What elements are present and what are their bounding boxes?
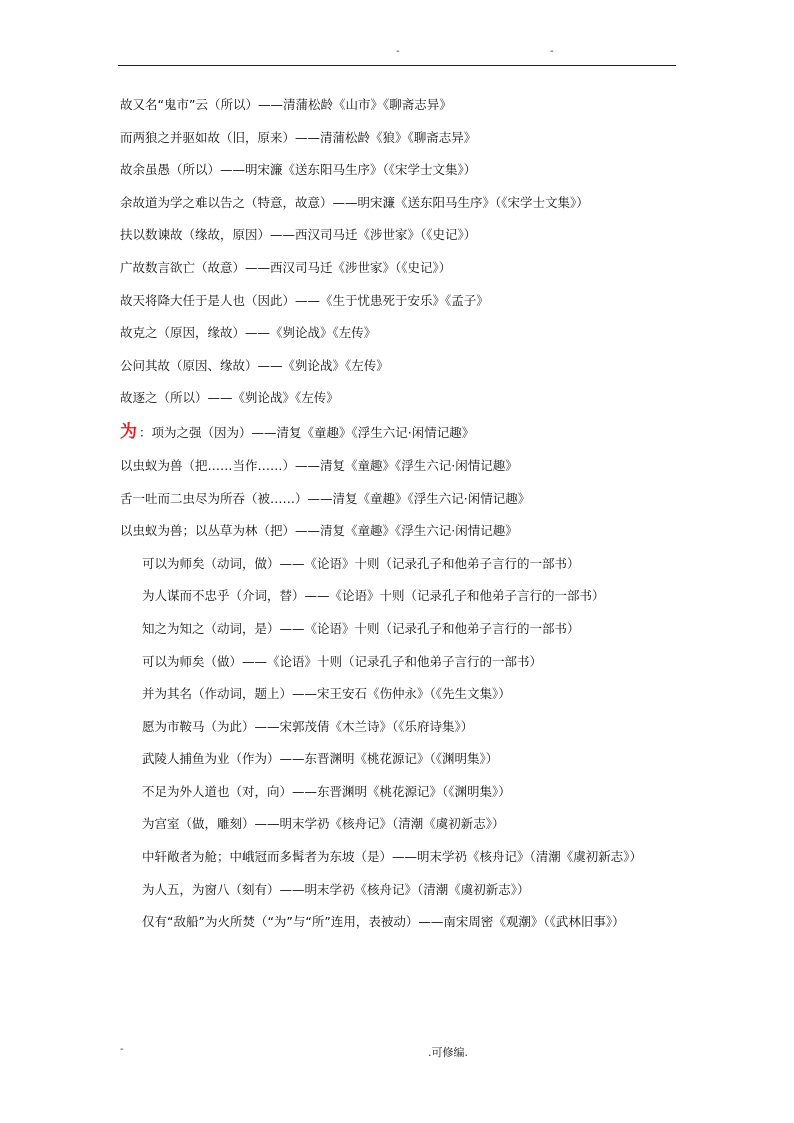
entry-gu-2: 而两狼之并驱如故（旧，原来）——清蒲松龄《狼》《聊斋志异》 [120,129,477,145]
entry-wei-b-9: 为宫室（做，雕刻）——明末学礽《核舟记》（清潮《虞初新志》） [142,816,505,832]
entry-wei-b-10: 中轩敞者为舱；中峨冠而多髯者为东坡（是）——明末学礽《核舟记》（清潮《虞初新志》） [142,849,643,865]
entry-gu-9: 公问其故（原因、缘故）——《刿论战》《左传》 [120,357,389,373]
entry-wei-b-7: 武陵人捕鱼为业（作为）——东晋渊明《桃花源记》（《渊明集》） [142,751,499,767]
entry-gu-3: 故余虽愚（所以）——明宋濂《送东阳马生序》（《宋学士文集》） [120,162,477,178]
header-mark-left: - [396,46,400,57]
entry-wei-b-1: 可以为师矣（动词，做）——《论语》十则（记录孔子和他弟子言行的一部书） [142,555,580,571]
section-char-wei: 为 [120,421,137,442]
footer-editable-note: .可修编. [428,1046,468,1059]
entry-gu-7: 故天将降大任于是人也（因此）——《生于忧患死于安乐》《孟子》 [120,292,489,308]
entry-gu-10: 故逐之（所以）——《刿论战》《左传》 [120,390,339,406]
entry-gu-1: 故又名“鬼市”云（所以）——清蒲松龄《山市》《聊斋志异》 [120,97,452,112]
section-first-entry: ：项为之强（因为）——清复《童趣》《浮生六记·闲情记趣》 [139,424,475,440]
entry-wei-a-1: 以虫蚁为兽（把……当作……）——清复《童趣》《浮生六记·闲情记趣》 [120,457,518,473]
header-mark-right: - [550,46,554,57]
header-rule [118,65,676,66]
entry-gu-4: 余故道为学之难以告之（特意，故意）——明宋濂《送东阳马生序》（《宋学士文集》） [120,194,589,210]
entry-wei-a-3: 以虫蚁为兽；以丛草为林（把）——清复《童趣》《浮生六记·闲情记趣》 [120,523,518,539]
entry-wei-b-8: 不足为外人道也（对，向）——东晋渊明《桃花源记》（《渊明集》） [142,783,511,799]
document-body [120,95,660,945]
entry-wei-b-3: 知之为知之（动词，是）——《论语》十则（记录孔子和他弟子言行的一部书） [142,620,580,636]
entry-wei-a-2: 舌一吐而二虫尽为所吞（被……）——清复《童趣》《浮生六记·闲情记趣》 [120,490,531,506]
entry-gu-6: 广故数言欲亡（故意）——西汉司马迁《涉世家》（《史记》） [120,259,452,275]
entry-gu-8: 故克之（原因，缘故）——《刿论战》《左传》 [120,325,377,341]
entry-wei-b-2: 为人谋而不忠乎（介词，替）——《论语》十则（记录孔子和他弟子言行的一部书） [142,588,605,604]
entry-wei-b-4: 可以为师矣（做）——《论语》十则（记录孔子和他弟子言行的一部书） [142,653,543,669]
entry-wei-b-6: 愿为市鞍马（为此）——宋郭茂倩《木兰诗》（《乐府诗集》） [142,718,474,734]
entry-gu-5: 扶以数谏故（缘故，原因）——西汉司马迁《涉世家》（《史记》） [120,227,477,243]
entry-wei-b-12: 仅有“敌船”为火所焚（“为”与“所”连用，表被动）——南宋周密《观潮》（《武林旧事》） [142,914,625,930]
section-heading-wei [120,421,660,444]
footer-mark-left: - [120,1044,124,1055]
entry-wei-b-11: 为人五，为窗八（刻有）——明末学礽《核舟记》（清潮《虞初新志》） [142,881,530,897]
entry-wei-b-5: 并为其名（作动词，题上）——宋王安石《伤仲永》（《先生文集》） [142,686,511,702]
